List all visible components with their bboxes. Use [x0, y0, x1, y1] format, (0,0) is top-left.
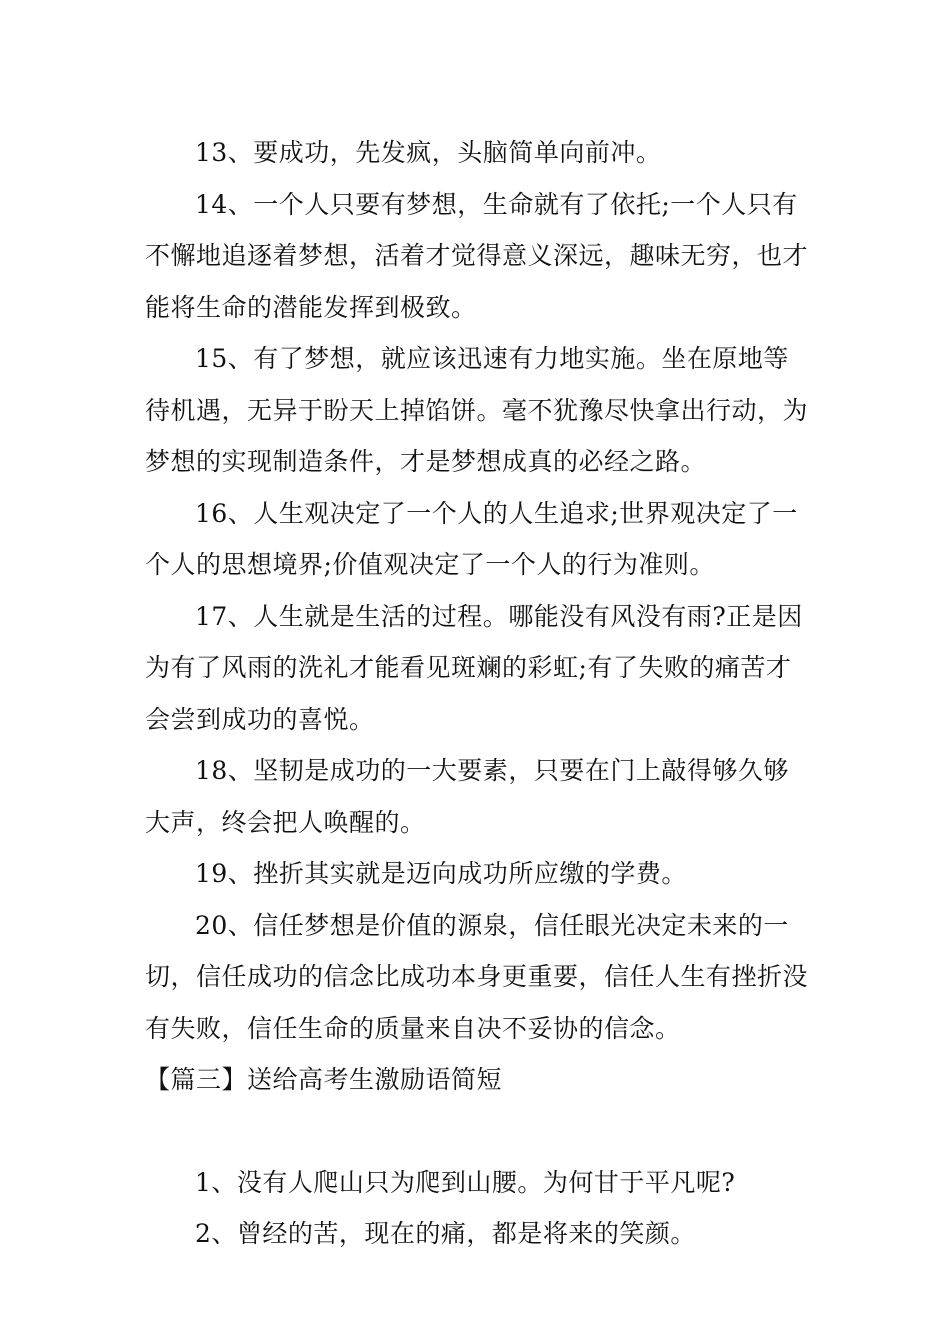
paragraph-19: 19、挫折其实就是迈向成功所应缴的学费。 — [195, 859, 687, 888]
paragraph-17: 17、人生就是生活的过程。哪能没有风没有雨?正是因为有了风雨的洗礼才能看见斑斓的彩虹;有了失败的痛苦才会尝到成功的喜悦。 — [145, 601, 803, 734]
paragraph-20: 20、信任梦想是价值的源泉，信任眼光决定未来的一切，信任成功的信念比成功本身更重要，信任人生有挫折没有失败，信任生命的质量来自决不妥协的信念。 — [145, 910, 809, 1043]
paragraph-2: 2、曾经的苦，现在的痛，都是将来的笑颜。 — [195, 1219, 696, 1248]
blank-line — [145, 1106, 810, 1157]
document-body — [145, 127, 810, 1260]
section-heading: 【篇三】送给高考生激励语简短 — [145, 1065, 503, 1094]
paragraph-15: 15、有了梦想，就应该迅速有力地实施。坐在原地等待机遇，无异于盼天上掉馅饼。毫不犹豫尽快拿出行动，为梦想的实现制造条件，才是梦想成真的必经之路。 — [145, 344, 809, 476]
paragraph-13: 13、要成功，先发疯，头脑简单向前冲。 — [195, 138, 662, 167]
paragraph-1: 1、没有人爬山只为爬到山腰。为何甘于平凡呢? — [195, 1167, 736, 1197]
paragraph-18: 18、坚韧是成功的一大要素，只要在门上敲得够久够大声，终会把人唤醒的。 — [145, 756, 789, 837]
paragraph-16: 16、人生观决定了一个人的人生追求;世界观决定了一个人的思想境界;价值观决定了一个人的行为准则。 — [145, 498, 798, 579]
paragraph-14: 14、一个人只要有梦想，生命就有了依托;一个人只有不懈地追逐着梦想，活着才觉得意义深远，趣味无穷，也才能将生命的潜能发挥到极致。 — [145, 189, 809, 322]
